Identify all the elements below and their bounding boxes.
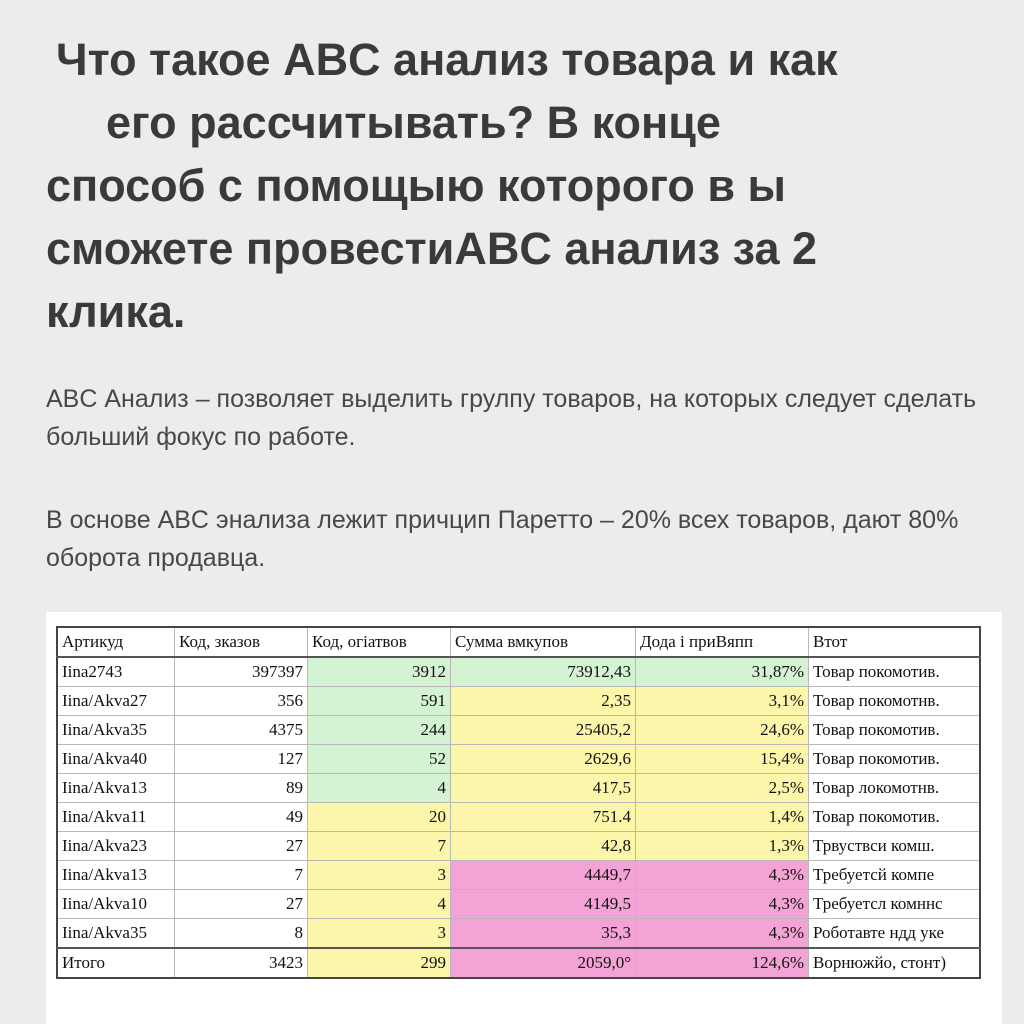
table-cell: 4,3% bbox=[636, 861, 809, 890]
table-row bbox=[57, 803, 980, 832]
table-cell: Товар покомотив. bbox=[809, 745, 981, 774]
column-header: Код, зказов bbox=[175, 627, 308, 657]
column-header: Сумма вмкупов bbox=[451, 627, 636, 657]
table-cell: 124,6% bbox=[636, 948, 809, 978]
table-cell: 3 bbox=[308, 919, 451, 949]
table-cell: 52 bbox=[308, 745, 451, 774]
table-cell: Товар покомотив. bbox=[809, 716, 981, 745]
table-cell: 3 bbox=[308, 861, 451, 890]
table-cell: Требуетсл комннс bbox=[809, 890, 981, 919]
table-cell: 4 bbox=[308, 774, 451, 803]
table-cell: 35,3 bbox=[451, 919, 636, 949]
table-cell: Iina/Akva10 bbox=[57, 890, 175, 919]
table-cell: Трвуствси комш. bbox=[809, 832, 981, 861]
table-cell: 31,87% bbox=[636, 657, 809, 687]
table-cell: 3423 bbox=[175, 948, 308, 978]
table-cell: Iina/Akva13 bbox=[57, 861, 175, 890]
table-cell: 4449,7 bbox=[451, 861, 636, 890]
table-cell: 49 bbox=[175, 803, 308, 832]
table-cell: 2,35 bbox=[451, 687, 636, 716]
table-row bbox=[57, 890, 980, 919]
table-row bbox=[57, 919, 980, 949]
table-row bbox=[57, 745, 980, 774]
title-line: клика. bbox=[46, 286, 186, 337]
table-row bbox=[57, 687, 980, 716]
table-cell: 15,4% bbox=[636, 745, 809, 774]
pareto-paragraph: В основе ABC энализа лежит причцип Паретто – 20% всех товаров, дают 80% оборота продавца. bbox=[46, 506, 959, 572]
table-cell: 1,3% bbox=[636, 832, 809, 861]
table-cell: Итого bbox=[57, 948, 175, 978]
table-cell: 20 bbox=[308, 803, 451, 832]
table-cell: Роботавте ндд уке bbox=[809, 919, 981, 949]
table-cell: 4149,5 bbox=[451, 890, 636, 919]
table-cell: 2,5% bbox=[636, 774, 809, 803]
table-cell: 2059,0° bbox=[451, 948, 636, 978]
table-cell: 7 bbox=[175, 861, 308, 890]
column-header: Код, огіатвов bbox=[308, 627, 451, 657]
table-cell: 751.4 bbox=[451, 803, 636, 832]
table-cell: 24,6% bbox=[636, 716, 809, 745]
table-body bbox=[57, 657, 980, 978]
column-header: Дода і приВяпп bbox=[636, 627, 809, 657]
table-cell: 591 bbox=[308, 687, 451, 716]
intro-paragraph: ABC Анализ – позволяет выделить грулпу товаров, на которых следует сделать больший фокус по работе. bbox=[46, 385, 977, 451]
table-cell: 2629,6 bbox=[451, 745, 636, 774]
table-cell: 4,3% bbox=[636, 890, 809, 919]
table-cell: 8 bbox=[175, 919, 308, 949]
title-line: его рассчитывать? В конце bbox=[106, 97, 721, 148]
table-row bbox=[57, 716, 980, 745]
table-cell: 4375 bbox=[175, 716, 308, 745]
table-cell: 4,3% bbox=[636, 919, 809, 949]
table-cell: 356 bbox=[175, 687, 308, 716]
table-row bbox=[57, 832, 980, 861]
column-header: Артикуд bbox=[57, 627, 175, 657]
table-cell: Ворнюжйо, стонт) bbox=[809, 948, 981, 978]
table-cell: 27 bbox=[175, 890, 308, 919]
table-cell: 244 bbox=[308, 716, 451, 745]
table-cell: Iina/Akva23 bbox=[57, 832, 175, 861]
table-cell: Требуетсй компе bbox=[809, 861, 981, 890]
table-cell: Iina/Akva35 bbox=[57, 919, 175, 949]
table-cell: 299 bbox=[308, 948, 451, 978]
table-cell: Iina/Akva11 bbox=[57, 803, 175, 832]
table-cell: Товар покомотив. bbox=[809, 657, 981, 687]
table-cell: 25405,2 bbox=[451, 716, 636, 745]
table-cell: 3,1% bbox=[636, 687, 809, 716]
table-header-row bbox=[57, 627, 980, 657]
table-cell: Iina/Akva27 bbox=[57, 687, 175, 716]
table-cell: 127 bbox=[175, 745, 308, 774]
abc-table bbox=[56, 626, 981, 979]
table-cell: 27 bbox=[175, 832, 308, 861]
title-line: Что такое ABC анализ товара и как bbox=[56, 34, 838, 85]
table-cell: 1,4% bbox=[636, 803, 809, 832]
table-cell: 89 bbox=[175, 774, 308, 803]
table-row bbox=[57, 657, 980, 687]
table-cell: Iina/Akva13 bbox=[57, 774, 175, 803]
abc-table-image bbox=[46, 612, 1002, 1024]
title-line: сможете провестиABC анализ за 2 bbox=[46, 223, 817, 274]
title-line: способ с помощыю которого в ы bbox=[46, 160, 786, 211]
table-total-row bbox=[57, 948, 980, 978]
table-row bbox=[57, 861, 980, 890]
column-header: Втот bbox=[809, 627, 981, 657]
table-cell: 4 bbox=[308, 890, 451, 919]
table-cell: Iina/Akva35 bbox=[57, 716, 175, 745]
table-cell: 42,8 bbox=[451, 832, 636, 861]
table-cell: Iina/Akva40 bbox=[57, 745, 175, 774]
table-cell: Iina2743 bbox=[57, 657, 175, 687]
table-cell: 73912,43 bbox=[451, 657, 636, 687]
page-title bbox=[46, 28, 1016, 343]
table-cell: 417,5 bbox=[451, 774, 636, 803]
table-cell: Товар покомотнв. bbox=[809, 687, 981, 716]
table-cell: Товар покомотив. bbox=[809, 803, 981, 832]
table-cell: 3912 bbox=[308, 657, 451, 687]
table-row bbox=[57, 774, 980, 803]
table-cell: 397397 bbox=[175, 657, 308, 687]
table-cell: 7 bbox=[308, 832, 451, 861]
table-cell: Товар локомотнв. bbox=[809, 774, 981, 803]
